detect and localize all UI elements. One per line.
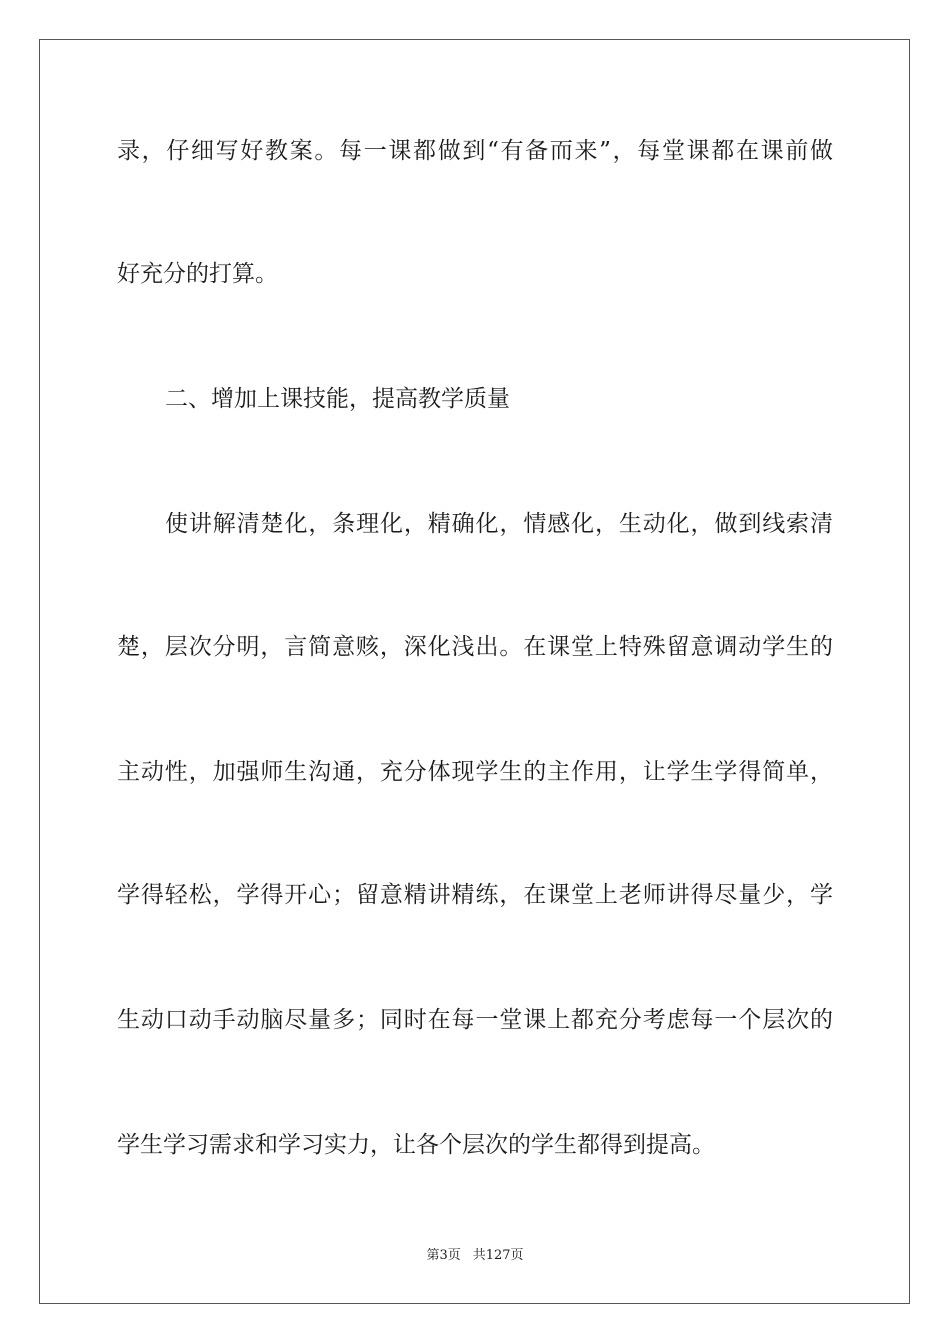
- body-line-6: 学得轻松，学得开心；留意精讲精练，在课堂上老师讲得尽量少，学: [117, 882, 833, 908]
- body-line-4: 楚，层次分明，言简意赅，深化浅出。在课堂上特殊留意调动学生的: [117, 634, 833, 660]
- page-border: [39, 39, 910, 1304]
- page-footer: [0, 1247, 950, 1265]
- page-number: 第3页: [426, 1248, 461, 1263]
- body-line-1: 录，仔细写好教案。每一课都做到“有备而来”，每堂课都在课前做: [117, 138, 833, 164]
- body-line-5: 主动性，加强师生沟通，充分体现学生的主作用，让学生学得简单，: [117, 759, 833, 785]
- body-line-7: 生动口动手动脑尽量多；同时在每一堂课上都充分考虑每一个层次的: [117, 1007, 833, 1033]
- body-line-8: 学生学习需求和学习实力，让各个层次的学生都得到提高。: [117, 1132, 715, 1158]
- total-pages: 共127页: [472, 1248, 524, 1263]
- body-line-3: 使讲解清楚化，条理化，精确化，情感化，生动化，做到线索清: [165, 511, 833, 537]
- body-line-2: 好充分的打算。: [117, 261, 278, 287]
- section-heading: 二、增加上课技能，提高教学质量: [165, 386, 510, 412]
